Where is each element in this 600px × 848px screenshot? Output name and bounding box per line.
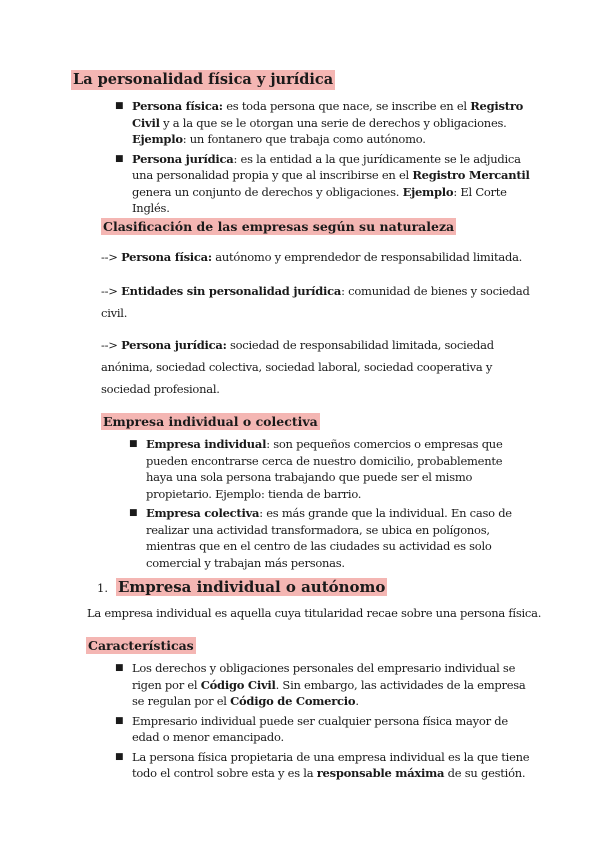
intro-list: [115, 98, 532, 220]
list-item: ■ Empresa individual: son pequeños comercios o empresas que pueden encontrarse cerca de nuestro domicilio, probablemente haya una sola persona trabajando que puede ser el mismo propietario. Ejemplo: tienda de barrio.: [129, 437, 503, 501]
section-paragraph: La empresa individual es aquella cuya titularidad recae sobre una persona física.: [87, 606, 542, 620]
heading-clasificacion: Clasificación de las empresas según su naturaleza: [103, 219, 455, 234]
list-item: ■ Los derechos y obligaciones personales del empresario individual se rigen por el Código Civil. Sin embargo, las actividades de la empresa se regulan por el Código de Comercio.: [115, 661, 526, 708]
list-item: ■ Empresa colectiva: es más grande que la individual. En caso de realizar una actividad transformadora, se ubica en polígonos, mientras que en el centro de las ciudades su actividad es solo comercial y trabajan más personas.: [129, 506, 512, 570]
term-persona-fisica: Persona física:: [132, 99, 223, 113]
clasificacion-item: --> Entidades sin personalidad jurídica: comunidad de bienes y sociedad civil.: [101, 284, 530, 320]
square-bullet-icon: ■: [115, 751, 124, 762]
square-bullet-icon: ■: [129, 439, 138, 449]
clasificacion-item: --> Persona física: autónomo y emprendedor de responsabilidad limitada.: [101, 250, 523, 264]
square-bullet-icon: ■: [115, 715, 124, 726]
list-item: ■ Empresario individual puede ser cualquier persona física mayor de edad o menor emancipado.: [115, 713, 508, 744]
list-item: ■ Persona jurídica: es la entidad a la que jurídicamente se le adjudica una personalidad propia y que al inscribirse en el Registro Mercantil genera un conjunto de derechos y obligaciones. Ejemplo: El Corte Inglés.: [115, 151, 530, 215]
square-bullet-icon: ■: [115, 101, 124, 111]
section-number: 1.: [97, 581, 108, 595]
list-item: ■ Persona física: es toda persona que nace, se inscribe en el Registro Civil y a la que se le otorgan una serie de derechos y obligaciones. Ejemplo: un fontanero que trabaja como autónomo.: [115, 99, 524, 146]
caracteristicas-list: [115, 660, 530, 785]
square-bullet-icon: ■: [129, 508, 138, 518]
section-title: Empresa individual o autónomo: [118, 578, 386, 596]
list-item: ■ La persona física propietaria de una empresa individual es la que tiene todo el control sobre esta y es la responsable máxima de su gestión.: [115, 749, 530, 780]
heading-caracteristicas: Características: [88, 638, 194, 653]
square-bullet-icon: ■: [115, 663, 124, 673]
heading-individual-colectiva: Empresa individual o colectiva: [103, 414, 318, 429]
clasificacion-item: --> Persona jurídica: sociedad de responsabilidad limitada, sociedad anónima, sociedad colectiva, sociedad laboral, sociedad cooperativa y sociedad profesional.: [101, 338, 494, 396]
section-heading: [97, 577, 387, 598]
individual-colectiva-list: [129, 436, 526, 574]
page-title: La personalidad física y jurídica: [73, 71, 334, 88]
term-persona-juridica: Persona jurídica: [132, 151, 234, 166]
square-bullet-icon: ■: [115, 153, 124, 164]
